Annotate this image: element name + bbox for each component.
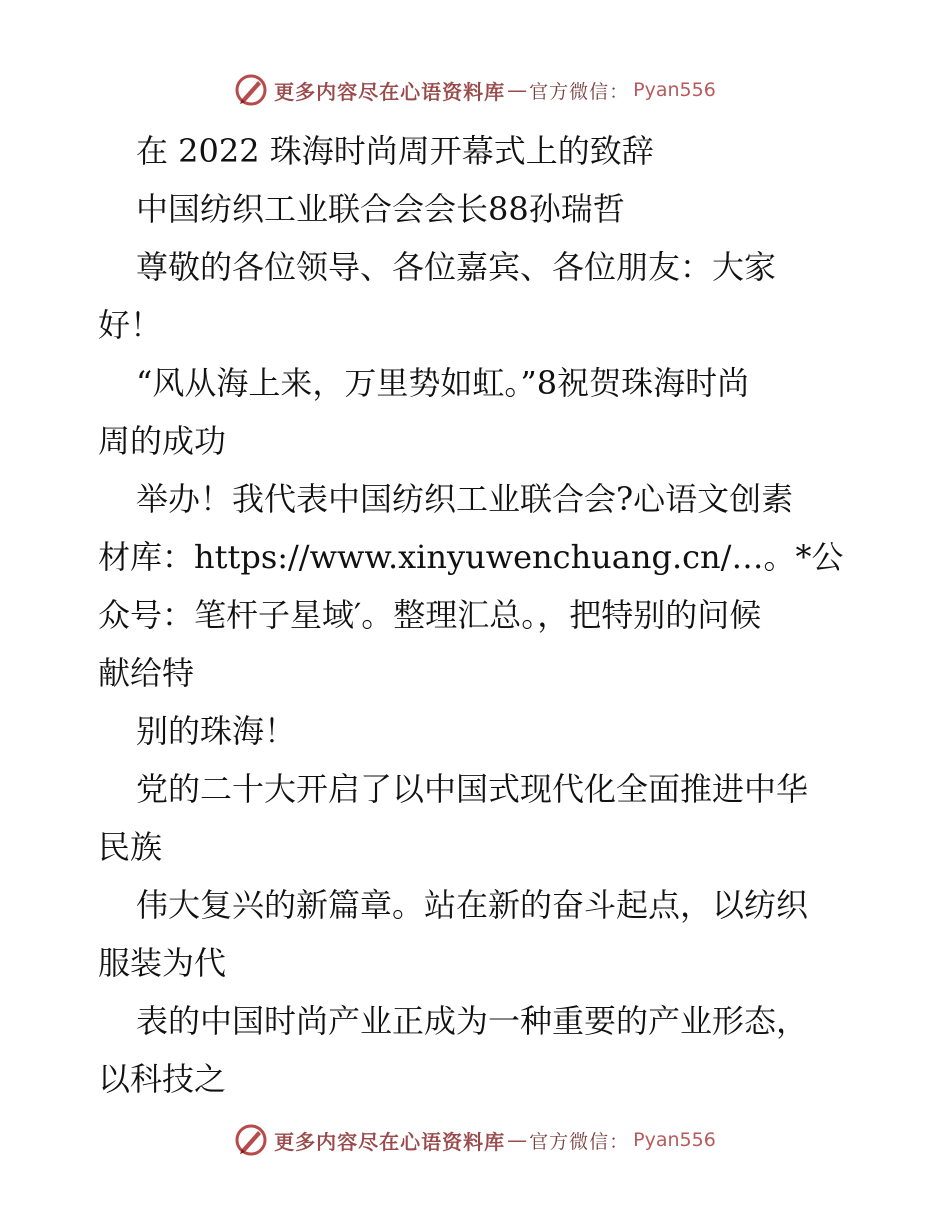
text-line: 中国纺织工业联合会会长88孙瑞哲 <box>136 190 625 228</box>
text-line: “风从海上来，万里势如虹。”8祝贺珠海时尚 <box>136 364 750 402</box>
watermark-main-text: 更多内容尽在心语资料库 <box>274 1129 506 1154</box>
text-line: 伟大复兴的新篇章。站在新的奋斗起点，以纺织 <box>136 886 809 924</box>
text-line: 民族 <box>98 828 163 866</box>
watermark-main-text: 更多内容尽在心语资料库 <box>274 79 506 104</box>
footer-watermark <box>0 1120 950 1160</box>
watermark-wechat-label: 官方微信： <box>529 1130 630 1153</box>
watermark-wechat-label: 官方微信： <box>529 80 630 103</box>
text-line: 别的珠海！ <box>136 712 297 750</box>
text-line: 表的中国时尚产业正成为一种重要的产业形态， <box>136 1002 809 1040</box>
text-line: 党的二十大开启了以中国式现代化全面推进中华 <box>136 770 809 808</box>
pen-logo-icon <box>234 1123 268 1157</box>
document-body <box>98 122 858 1108</box>
watermark-dash: — <box>507 78 528 102</box>
text-line: 好！ <box>98 306 163 344</box>
watermark-wechat-id: Pyan556 <box>633 79 716 101</box>
watermark-wechat-id: Pyan556 <box>633 1129 716 1151</box>
text-line: 在 2022 珠海时尚周开幕式上的致辞 <box>136 132 654 170</box>
text-line: 献给特 <box>98 654 195 692</box>
text-line: 举办！我代表中国纺织工业联合会?心语文创素 <box>136 480 794 518</box>
header-watermark <box>0 70 950 110</box>
text-line: 尊敬的各位领导、各位嘉宾、各位朋友：大家 <box>136 248 777 286</box>
text-line: 以科技之 <box>98 1060 227 1098</box>
pen-logo-icon <box>234 73 268 107</box>
text-line: 材库：https://www.xinyuwenchuang.cn/…。*公 <box>98 538 844 576</box>
text-line: 周的成功 <box>98 422 227 460</box>
watermark-dash: — <box>507 1128 528 1152</box>
text-line: 服装为代 <box>98 944 227 982</box>
text-line: 众号：笔杆子星域′。整理汇总。，把特别的问候 <box>98 596 762 634</box>
